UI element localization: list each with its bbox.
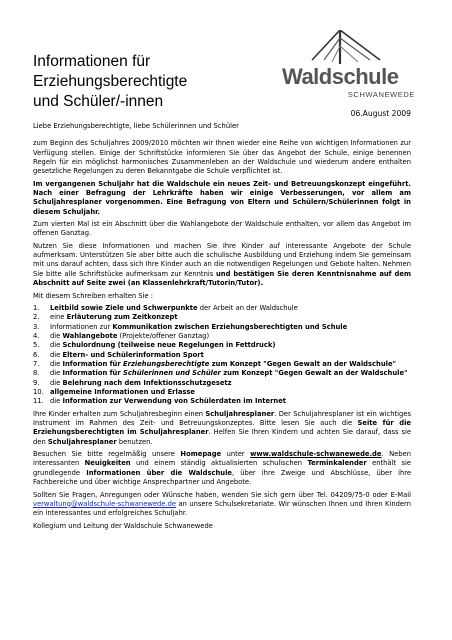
letter-body xyxy=(33,122,411,534)
enclosures-list xyxy=(33,304,411,407)
concept-bold-text: Im vergangenen Schuljahr hat die Waldschule ein neues Zeit- und Betreuungskonzept eingeführt. Nach einer Befragung der Lehrkräfte haben wir einige Verbesserungen, vor allem am Schuljahresplaner vorgenommen. Eine Befragung von Eltern und Schülern/Schülerinnen folgt in diesem Schuljahr. xyxy=(33,179,411,216)
school-logo xyxy=(282,30,417,105)
homepage-link[interactable]: www.waldschule-schwanewede.de xyxy=(250,450,382,459)
title-line-1: Informationen für xyxy=(33,53,151,70)
kenntnisnahme-text: Nutzen Sie diese Informationen und machen Sie Ihre Kinder auf interessante Angebote der Schule aufmerksam. Unterstützen Sie aber bitte auch die schulische Ausbildung und Erziehung indem Sie gemeinsam mit uns darauf achten, dass sich Ihre Kinder auch an die notwendigen Regelungen und Gebote halten. Nehmen Sie bitte alle Schriftstücke aufmerksam zur Kenntnis xyxy=(33,241,411,278)
list-item: 7. die Information für Erziehungsberechtigte zum Konzept "Gegen Gewalt an der Waldschule" xyxy=(33,360,397,369)
email-link[interactable]: verwaltung@waldschule-schwanewede.de xyxy=(33,499,177,508)
page-title xyxy=(33,52,187,112)
title-line-3: und Schüler/-innen xyxy=(33,93,164,110)
paragraph-kenntnisnahme xyxy=(33,242,411,288)
list-item: 5. die Schulordnung (teilweise neue Regelungen in Fettdruck) xyxy=(33,341,276,350)
kenntnisnahme-bold: und bestätigen Sie deren Kenntnisnahme auf dem Abschnitt auf Seite zwei (an Klassenlehrkraft/Tutorin/Tutor). xyxy=(33,269,411,288)
paragraph-intro: zum Beginn des Schuljahres 2009/2010 möchten wir Ihnen wieder eine Reihe von wichtigen Informationen zur Verfügung stellen. Einige der Schriftstücke informieren Sie über das Angebot der Schule, einige benennen Regeln für ein möglichst harmonisches Zusammenleben an der Waldschule und wiederum andere enthalten gesetzliche Regelungen zu deren Bekanntgabe die Schule verpflichtet ist. xyxy=(33,139,411,176)
closing-signature: Kollegium und Leitung der Waldschule Schwanewede xyxy=(33,521,213,530)
list-item: 3. Informationen zur Kommunikation zwischen Erziehungsberechtigten und Schule xyxy=(33,322,348,331)
logo-subtitle: SCHWANEWEDE xyxy=(347,90,415,99)
list-item: 2. eine Erläuterung zum Zeitkonzept xyxy=(33,313,178,322)
list-item: 6. die Eltern- und Schülerinformation Sport xyxy=(33,350,204,359)
list-item: 9. die Belehrung nach dem Infektionsschutzgesetz xyxy=(33,378,232,387)
list-item: 10. allgemeine Informationen und Erlasse xyxy=(33,388,195,397)
paragraph-contact: Sollten Sie Fragen, Anregungen oder Wünsche haben, wenden Sie sich gern über Tel. 04209/75-0 oder E-Mail verwaltung@waldschule-schwanewede.de an unsere Schulsekretariate. Wir wünschen Ihnen und Ihren Kindern ein interessantes und erfolgreiches Schuljahr. xyxy=(33,490,411,518)
list-item: 8. die Information für Schülerinnen und Schüler zum Konzept "Gegen Gewalt an der Waldschule" xyxy=(33,369,408,378)
paragraph-concept xyxy=(33,180,411,217)
title-line-2: Erziehungsberechtigte xyxy=(33,73,188,90)
list-item: 11. die Information zur Verwendung von Schülerdaten im Internet xyxy=(33,397,287,406)
paragraph-wahlangebote: Zum vierten Mal ist ein Abschnitt über die Wahlangebote der Waldschule enthalten, vor allem das Angebot im offenen Ganztag. xyxy=(33,220,411,238)
letter-date: 06.August 2009 xyxy=(350,109,411,118)
list-intro: Mit diesem Schreiben erhalten Sie : xyxy=(33,291,154,300)
logo-wordmark: Waldschule xyxy=(282,64,399,89)
salutation: Liebe Erziehungsberechtigte, liebe Schülerinnen und Schüler xyxy=(33,122,239,130)
list-item: 1. Leitbild sowie Ziele und Schwerpunkte der Arbeit an der Waldschule xyxy=(33,303,298,312)
paragraph-homepage: Besuchen Sie bitte regelmäßig unsere Homepage unter www.waldschule-schwanewede.de. Neben interessanten Neuigkeiten und einem ständig aktualisierten schulischen Terminkalender enthält sie grundlegende Informationen über die Waldschule, über ihre Zweige und Abschlüsse, über ihre Fachbereiche und über wichtige Ansprechpartner und Angebote. xyxy=(33,450,411,487)
list-item: 4. die Wahlangebote (Projekte/offener Ganztag) xyxy=(33,332,210,341)
paragraph-schuljahresplaner: Ihre Kinder erhalten zum Schuljahresbeginn einen Schuljahresplaner. Der Schuljahresplaner ist ein wichtiges Instrument im Rahmen des Zeit- und Betreuungskonzeptes. Bitte lesen Sie auch die Seite für die Erziehungsberechtigten im Schuljahresplaner. Helfen Sie Ihren Kindern und achten Sie darauf, dass sie den Schuljahresplaner benutzen. xyxy=(33,409,412,446)
